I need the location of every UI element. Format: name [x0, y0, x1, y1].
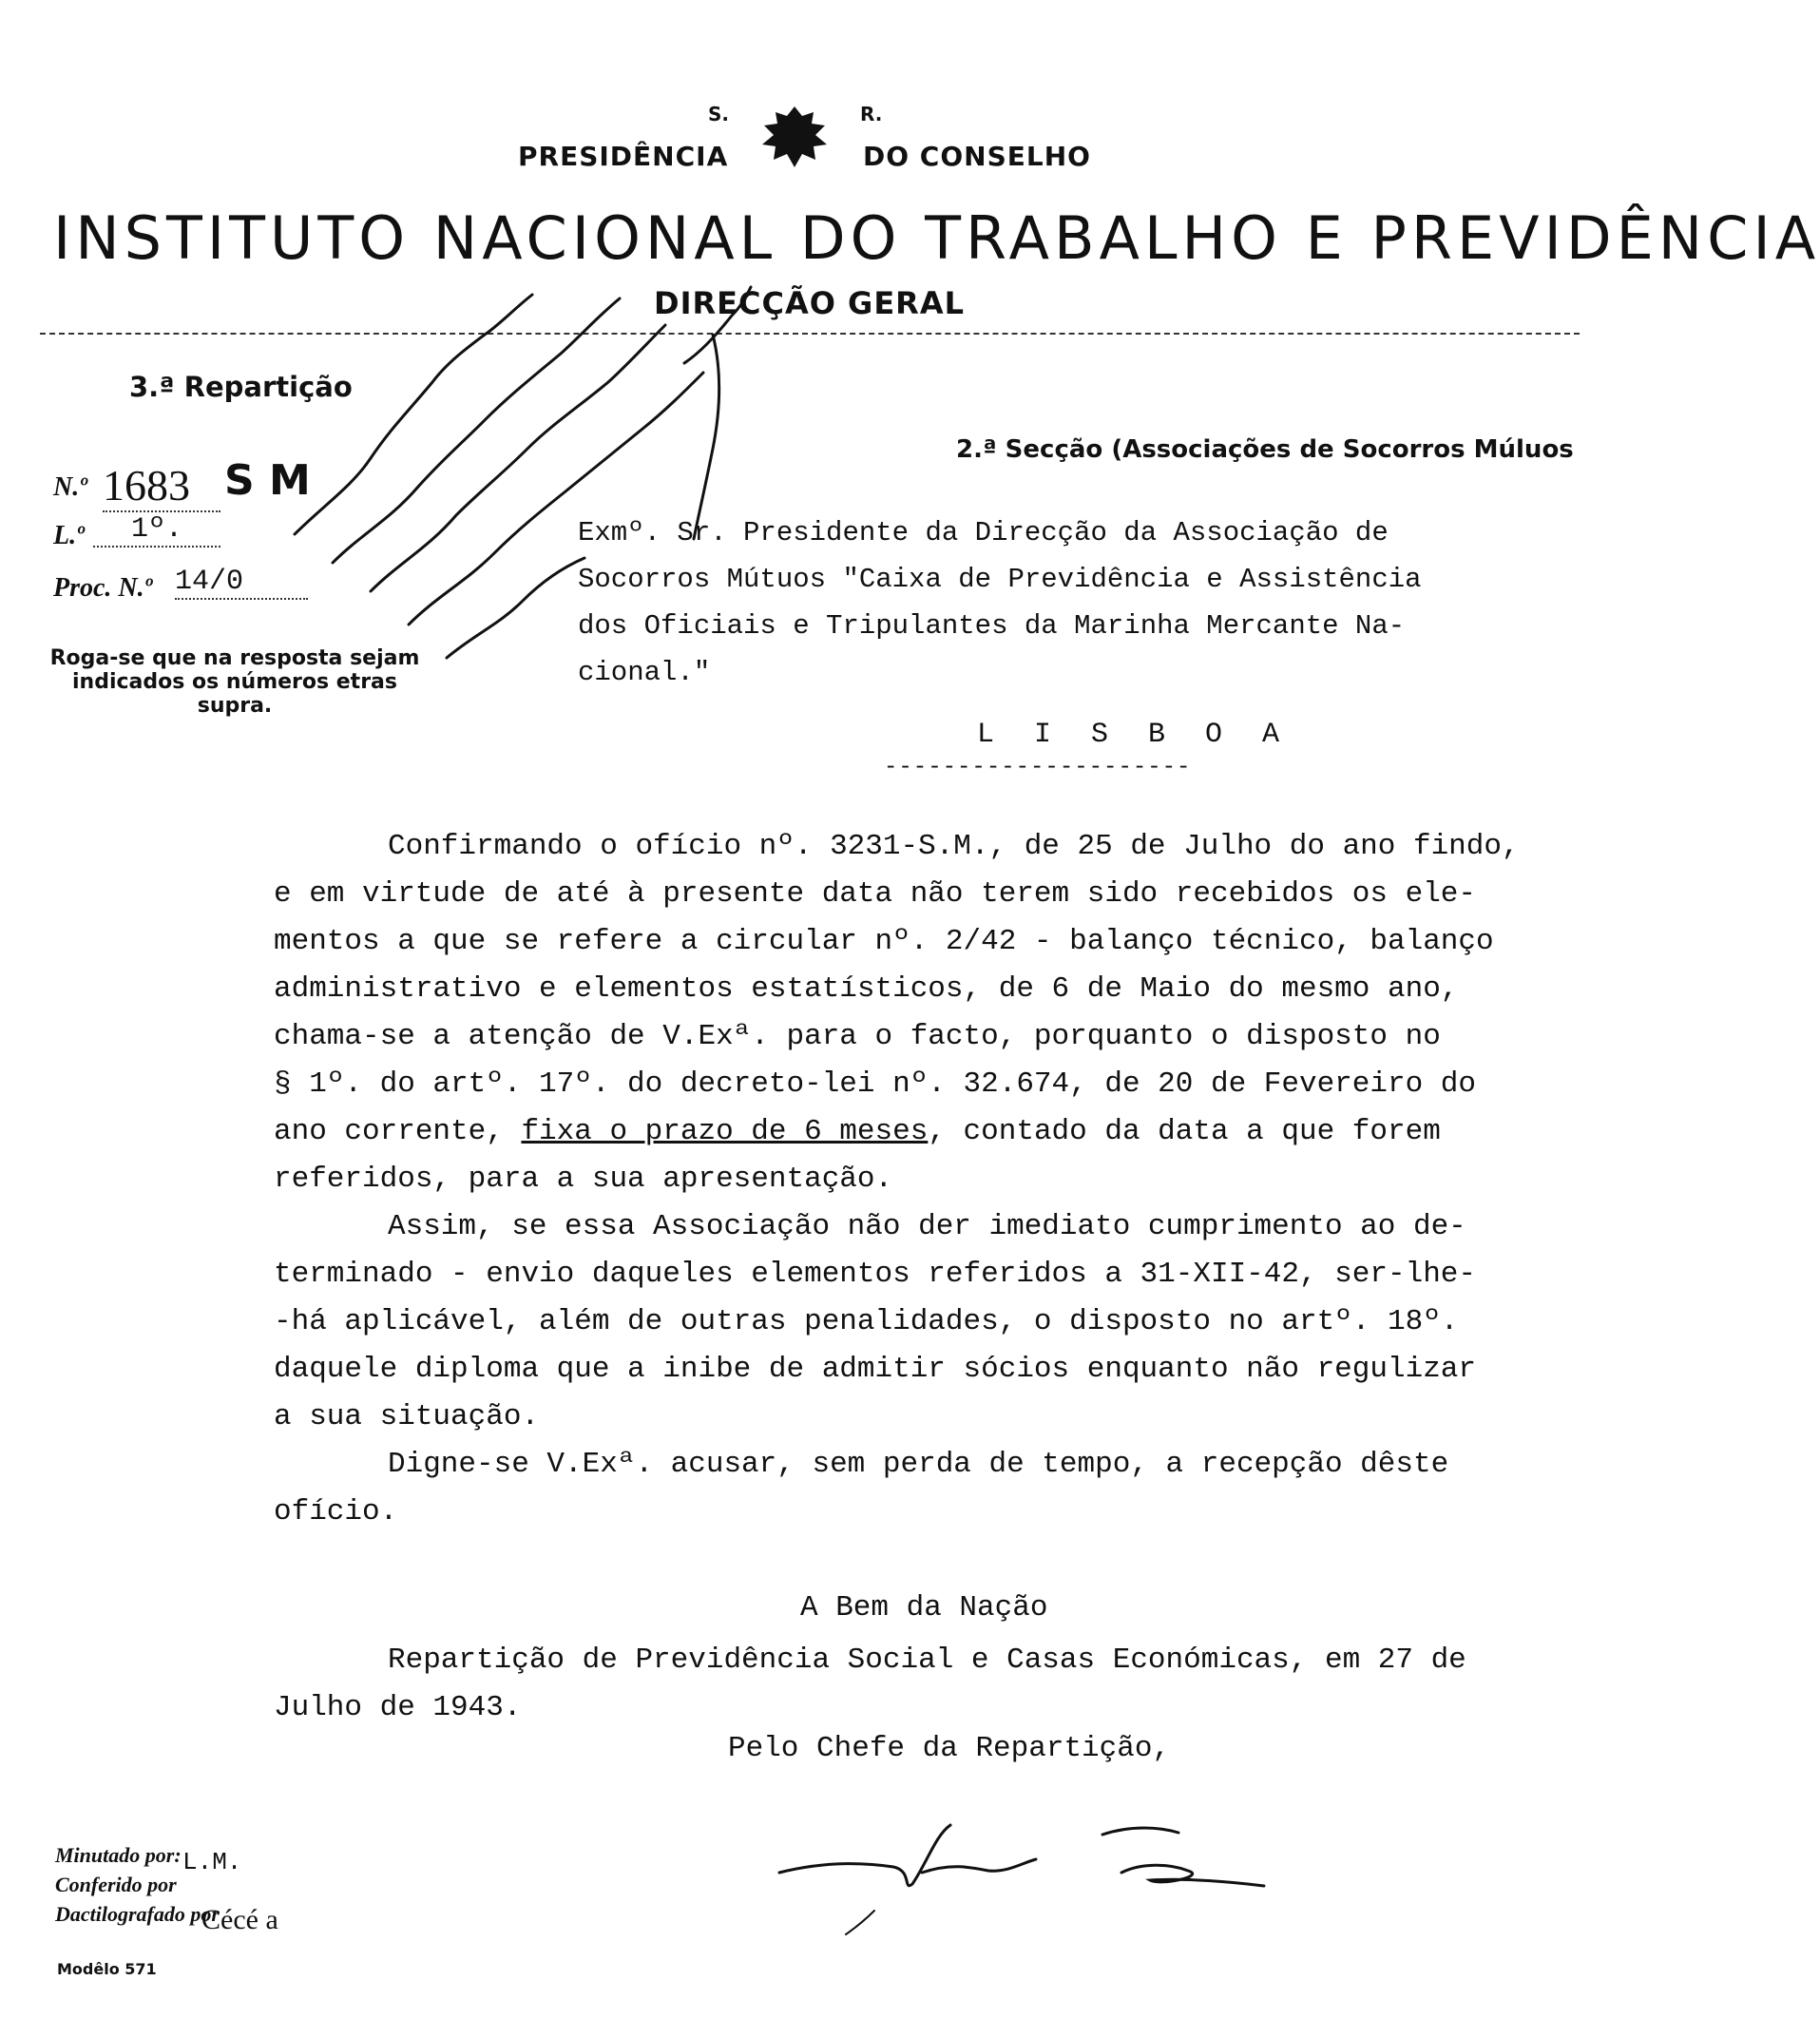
body-line: e em virtude de até à presente data não terem sido recebidos os ele-	[274, 877, 1477, 911]
ref-book-label: L.º	[53, 521, 85, 550]
body-line	[274, 1108, 1585, 1156]
subsection-label: 2.ª Secção (Associações de Socorros Múluos	[956, 435, 1574, 464]
coat-of-arms-icon	[751, 103, 838, 171]
body-line: -há aplicável, além de outras penalidades, o disposto no artº. 18º.	[274, 1305, 1459, 1338]
body-line: ofício.	[274, 1495, 398, 1528]
typist-name: Cécé a	[201, 1904, 278, 1935]
ref-number-label: N.º	[53, 472, 87, 502]
body-text: ano corrente,	[274, 1115, 522, 1148]
form-model-number: Modêlo 571	[57, 1960, 157, 1978]
header-presidencia: PRESIDÊNCIA	[518, 141, 729, 172]
body-text: , contado da data a que forem	[928, 1115, 1441, 1148]
body-line: referidos, para a sua apresentação.	[274, 1163, 893, 1196]
body-line: mentos a que se refere a circular nº. 2/42 - balanço técnico, balanço	[274, 925, 1494, 958]
signature	[760, 1768, 1293, 1939]
body-paragraph-1	[274, 823, 1585, 1203]
crest-letter-r: R.	[860, 103, 883, 125]
typed-by-label: Dactilografado por	[55, 1902, 220, 1926]
addressee-block	[578, 510, 1557, 696]
header-conselho: DO CONSELHO	[863, 141, 1091, 172]
body-line: daquele diploma que a inibe de admitir sócios enquanto não regulizar	[274, 1353, 1477, 1386]
typist-initials: L.M.	[182, 1848, 242, 1876]
city-underline: ---------------------	[884, 755, 1192, 780]
checked-by-label: Conferido por	[55, 1873, 177, 1896]
addressee-line: Socorros Mútuos "Caixa de Previdência e Assistência	[578, 564, 1422, 595]
department-label: 3.ª Repartição	[129, 371, 353, 403]
city-label: L I S B O A	[977, 719, 1292, 751]
body-line: § 1º. do artº. 17º. do decreto-lei nº. 32.674, de 20 de Fevereiro do	[274, 1067, 1477, 1101]
ref-number-suffix: S M	[224, 456, 311, 505]
crest-letter-s: S.	[708, 103, 730, 125]
place-and-date	[274, 1637, 1585, 1732]
body-line: terminado - envio daqueles elementos referidos a 31-XII-42, ser-lhe-	[274, 1258, 1477, 1291]
body-line: Confirmando o ofício nº. 3231-S.M., de 25 de Julho do ano findo,	[388, 830, 1520, 863]
drafted-by-label: Minutado por:	[55, 1843, 182, 1867]
ref-process-label: Proc. N.º	[53, 573, 153, 603]
body-line: Assim, se essa Associação não der imediato cumprimento ao de-	[388, 1210, 1466, 1243]
body-line: administrativo e elementos estatísticos, de 6 de Maio do mesmo ano,	[274, 972, 1459, 1006]
body-line: Digne-se V.Exª. acusar, sem perda de tempo, a recepção dêste	[388, 1448, 1449, 1481]
direction-title: DIRECÇÃO GERAL	[654, 285, 965, 321]
addressee-line: dos Oficiais e Tripulantes da Marinha Mercante Na-	[578, 610, 1406, 642]
salutation: A Bem da Nação	[800, 1591, 1048, 1625]
signatory-title: Pelo Chefe da Repartição,	[728, 1732, 1171, 1765]
institute-title: INSTITUTO NACIONAL DO TRABALHO E PREVIDÊNCIA	[53, 203, 1820, 273]
place-date-line: Repartição de Previdência Social e Casas Económicas, em 27 de	[388, 1644, 1466, 1677]
body-paragraph-3	[274, 1441, 1585, 1536]
addressee-line: cional."	[578, 657, 711, 688]
ref-process-value: 14/0	[175, 566, 308, 600]
addressee-line: Exmº. Sr. Presidente da Direcção da Associação de	[578, 517, 1389, 548]
ref-number-value: 1683	[103, 460, 220, 512]
reply-instruction-note: Roga-se que na resposta sejam indicados os números etras supra.	[49, 646, 420, 718]
place-date-line: Julho de 1943.	[274, 1691, 522, 1724]
body-line: chama-se a atenção de V.Exª. para o facto, porquanto o disposto no	[274, 1020, 1441, 1053]
ref-book-value: 1º.	[93, 513, 220, 548]
underlined-deadline: fixa o prazo de 6 meses	[521, 1115, 929, 1148]
body-line: a sua situação.	[274, 1400, 540, 1433]
body-paragraph-2	[274, 1203, 1585, 1441]
